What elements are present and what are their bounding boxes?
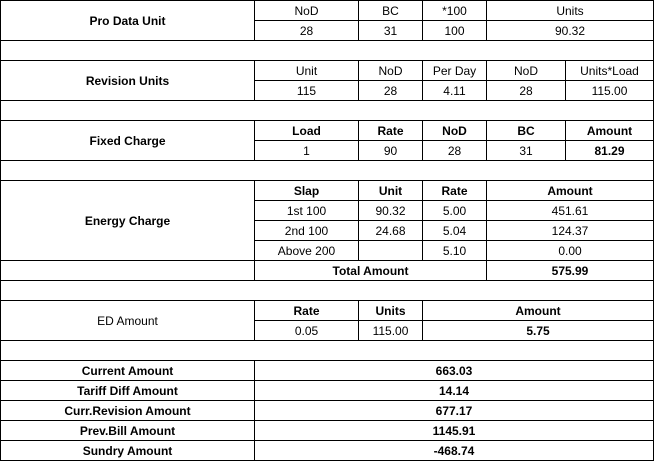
fixed-header-bc[interactable]: BC: [486, 120, 566, 141]
summary-value-tariff-diff[interactable]: 14.14: [254, 380, 654, 401]
ed-header-amount[interactable]: Amount: [422, 300, 654, 321]
fixed-header-amount[interactable]: Amount: [565, 120, 654, 141]
energy-header-slap[interactable]: Slap: [254, 180, 359, 201]
energy-row-rate[interactable]: 5.04: [422, 220, 487, 241]
blank-row[interactable]: [0, 100, 654, 121]
energy-row-unit[interactable]: 24.68: [358, 220, 423, 241]
fixed-value-bc[interactable]: 31: [486, 140, 566, 161]
summary-value-prev-bill[interactable]: 1145.91: [254, 420, 654, 441]
ed-value-amount[interactable]: 5.75: [422, 320, 654, 341]
rev-header-unit[interactable]: Unit: [254, 60, 359, 81]
ed-header-rate[interactable]: Rate: [254, 300, 359, 321]
pro-value-nod[interactable]: 28: [254, 20, 359, 41]
energy-row-slap[interactable]: 1st 100: [254, 200, 359, 221]
summary-value-current-amount[interactable]: 663.03: [254, 360, 654, 381]
blank-row[interactable]: [0, 340, 654, 361]
summary-label-prev-bill[interactable]: Prev.Bill Amount: [0, 420, 255, 441]
summary-label-curr-revision[interactable]: Curr.Revision Amount: [0, 400, 255, 421]
fixed-value-amount[interactable]: 81.29: [565, 140, 654, 161]
fixed-header-load[interactable]: Load: [254, 120, 359, 141]
summary-label-tariff-diff[interactable]: Tariff Diff Amount: [0, 380, 255, 401]
summary-value-sundry[interactable]: -468.74: [254, 440, 654, 461]
rev-header-nod[interactable]: NoD: [358, 60, 423, 81]
blank-row[interactable]: [0, 280, 654, 301]
pro-header-x100[interactable]: *100: [422, 0, 487, 21]
energy-total-label[interactable]: Total Amount: [254, 260, 487, 281]
label-revision-units[interactable]: Revision Units: [0, 60, 255, 101]
energy-header-rate[interactable]: Rate: [422, 180, 487, 201]
rev-value-unit[interactable]: 115: [254, 80, 359, 101]
pro-value-units[interactable]: 90.32: [486, 20, 654, 41]
summary-label-sundry[interactable]: Sundry Amount: [0, 440, 255, 461]
rev-header-perday[interactable]: Per Day: [422, 60, 487, 81]
label-ed-amount[interactable]: ED Amount: [0, 300, 255, 341]
energy-row-unit[interactable]: [358, 240, 423, 261]
summary-label-current-amount[interactable]: Current Amount: [0, 360, 255, 381]
energy-row-slap[interactable]: 2nd 100: [254, 220, 359, 241]
energy-row-slap[interactable]: Above 200: [254, 240, 359, 261]
rev-value-nod2[interactable]: 28: [486, 80, 566, 101]
energy-row-rate[interactable]: 5.00: [422, 200, 487, 221]
rev-value-nod[interactable]: 28: [358, 80, 423, 101]
pro-header-nod[interactable]: NoD: [254, 0, 359, 21]
energy-header-unit[interactable]: Unit: [358, 180, 423, 201]
blank-row[interactable]: [0, 160, 654, 181]
fixed-value-rate[interactable]: 90: [358, 140, 423, 161]
rev-value-perday[interactable]: 4.11: [422, 80, 487, 101]
summary-value-curr-revision[interactable]: 677.17: [254, 400, 654, 421]
ed-header-units[interactable]: Units: [358, 300, 423, 321]
fixed-value-nod[interactable]: 28: [422, 140, 487, 161]
energy-row-rate[interactable]: 5.10: [422, 240, 487, 261]
rev-header-unitsload[interactable]: Units*Load: [565, 60, 654, 81]
rev-value-unitsload[interactable]: 115.00: [565, 80, 654, 101]
energy-total-value[interactable]: 575.99: [486, 260, 654, 281]
ed-value-rate[interactable]: 0.05: [254, 320, 359, 341]
energy-row-amount[interactable]: 124.37: [486, 220, 654, 241]
pro-value-bc[interactable]: 31: [358, 20, 423, 41]
energy-row-unit[interactable]: 90.32: [358, 200, 423, 221]
energy-total-spacer[interactable]: [0, 260, 255, 281]
pro-header-bc[interactable]: BC: [358, 0, 423, 21]
blank-row[interactable]: [0, 40, 654, 61]
energy-row-amount[interactable]: 451.61: [486, 200, 654, 221]
fixed-header-rate[interactable]: Rate: [358, 120, 423, 141]
label-fixed-charge[interactable]: Fixed Charge: [0, 120, 255, 161]
energy-row-amount[interactable]: 0.00: [486, 240, 654, 261]
rev-header-nod2[interactable]: NoD: [486, 60, 566, 81]
pro-value-x100[interactable]: 100: [422, 20, 487, 41]
fixed-value-load[interactable]: 1: [254, 140, 359, 161]
label-pro-data-unit[interactable]: Pro Data Unit: [0, 0, 255, 41]
label-energy-charge[interactable]: Energy Charge: [0, 180, 255, 261]
fixed-header-nod[interactable]: NoD: [422, 120, 487, 141]
ed-value-units[interactable]: 115.00: [358, 320, 423, 341]
energy-header-amount[interactable]: Amount: [486, 180, 654, 201]
pro-header-units[interactable]: Units: [486, 0, 654, 21]
